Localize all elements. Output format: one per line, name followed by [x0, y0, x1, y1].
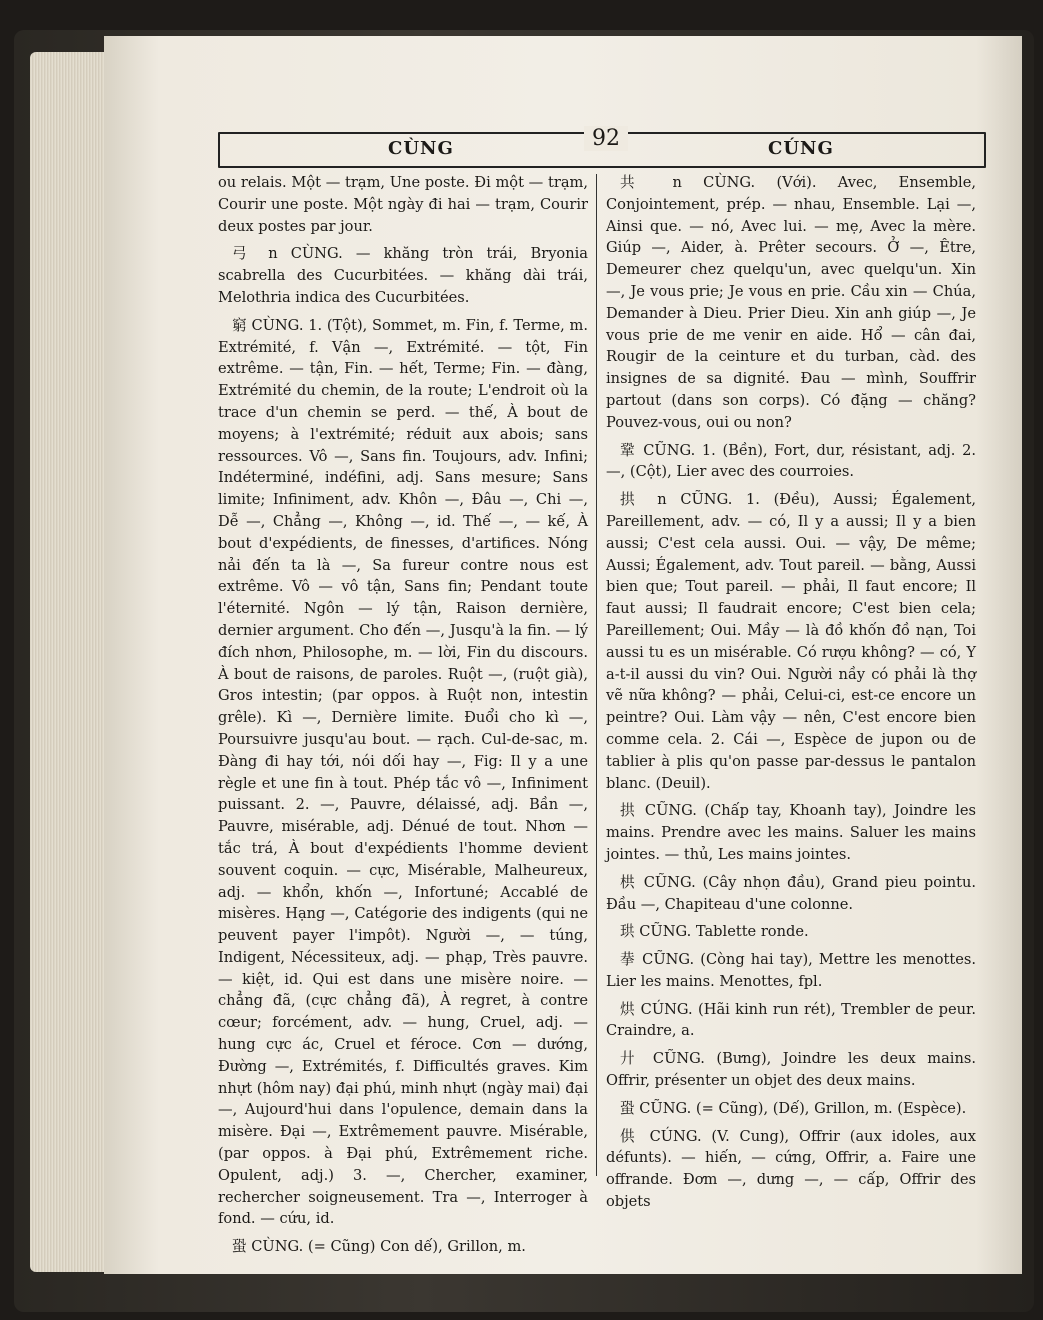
- header-left-word: CÙNG: [388, 138, 454, 159]
- column-divider: [596, 174, 597, 1176]
- dictionary-entry: 鞏 CŨNG. 1. (Bền), Fort, dur, résistant, adj. 2. —, (Cột), Lier avec des courroies.: [606, 441, 976, 481]
- header-right-word: CÚNG: [768, 138, 834, 159]
- dictionary-entry: 栱 CŨNG. (Cây nhọn đầu), Grand pieu pointu. Đầu —, Chapiteau d'une colonne.: [606, 873, 976, 913]
- left-column: [218, 172, 588, 1264]
- page-number: 92: [584, 126, 628, 151]
- dictionary-entry: ou relais. Một — trạm, Une poste. Đi một — trạm, Courir une poste. Một ngày đi hai — trạm, Courir deux postes par jour.: [218, 174, 588, 235]
- dictionary-entry: 供 CÚNG. (V. Cung), Offrir (aux idoles, aux défunts). — hiến, — cứng, Offrir, a. Faire une offrande. Đơm —, dưng —, — cấp, Offrir des objets: [606, 1127, 976, 1211]
- dictionary-entry: 拲 CŨNG. (Còng hai tay), Mettre les menottes. Lier les mains. Menottes, fpl.: [606, 951, 976, 990]
- dictionary-entry: 共 n CÙNG. (Với). Avec, Ensemble, Conjointement, prép. — nhau, Ensemble. Lại —, Ainsi que. — nó, Avec lui. — mẹ, Avec la mère. Giúp —, Aider, à. Prêter secours. Ở —, Être, Demeurer chez quelqu'un, avec quelqu'un. Xin —, Je vous prie; Je vous en prie. Cầu xin — Chúa, Demander à Dieu. Prier Dieu. Xin anh giúp —, Je vous prie de me venir en aide. Hổ — cân đai, Rougir de la ceinture et du turban, càd. des insignes de sa dignité. Đau — mình, Souffrir partout (dans son corps). Có đặng — chăng? Pouvez-vous, oui ou non?: [606, 174, 976, 431]
- dictionary-entry: 蛩 CŨNG. (= Cũng), (Dế), Grillon, m. (Espèce).: [620, 1099, 967, 1117]
- dictionary-entry: 窮 CÙNG. 1. (Tột), Sommet, m. Fin, f. Terme, m. Extrémité, f. Vận —, Extrémité. — tột, Fin extrême. — tận, Fin. — hết, Terme; Fin. — đàng, Extrémité du chemin, de la route; L'endroit où la trace d'un chemin se perd. — thế, À bout de moyens; à l'extrémité; réduit aux abois; sans ressources. Vô —, Sans fin. Toujours, adv. Infini; Indéterminé, indéfini, adj. Sans mesure; Sans limite; Infiniment, adv. Khôn —, Đâu —, Chi —, Dễ —, Chẳng —, Không —, id. Thế —, — kế, À bout d'expédients, de finesses, d'artifices. Nóng nải đến ta là —, Sa fureur contre nous est extrême. Vô — vô tận, Sans fin; Pendant toute l'éternité. Ngôn — lý tận, Raison dernière, dernier argument. Cho đến —, Jusqu'à la fin. — lý đích nhơn, Philosophe, m. — lời, Fin du discours. À bout de raisons, de paroles. Ruột —, (ruột già), Gros intestin; (par oppos. à Ruột non, intestin grêle). Kì —, Dernière limite. Đuổi cho kì —, Poursuivre jusqu'au bout. — rạch. Cul-de-sac, m. Đàng đi hay tới, nói dối hay —, Fig: Il y a une règle et une fin à tout. Phép tắc vô —, Infiniment puissant. 2. —, Pauvre, délaissé, adj. Bần —, Pauvre, misérable, adj. Dénué de tout. Nhơn — tắc trá, À bout d'expédients l'homme devient souvent coquin. — cực, Misérable, Malheureux, adj. — khổn, khốn —, Infortuné; Accablé de misères. Hạng —, Catégorie des indigents (qui ne peuvent payer l'impôt). Người —, — túng, Indigent, Nécessiteux, adj. — phạp, Très pauvre. — kiệt, id. Qui est dans une misère noire. — chẳng đã, (cực chẳng đã), À regret, à contre cœur; forcément, adv. — hung, Cruel, adj. — hung cực ác, Cruel et féroce. Cơn — dướng, Đường —, Extrémités, f. Difficultés graves. Kim nhựt (hôm nay) đại phú, minh nhựt (ngày mai) đại —, Aujourd'hui dans l'opulence, demain dans la misère. Đại —, Extrêmement pauvre. Misérable, (par oppos. à Đại phú, Extrêmement riche. Opulent, adj.) 3. —, Chercher, examiner, rechercher soigneusement. Tra —, Interroger à fond. — cứu, id.: [218, 316, 588, 1228]
- dictionary-entry: 拱 CŨNG. (Chấp tay, Khoanh tay), Joindre les mains. Prendre avec les mains. Saluer les mains jointes. — thủ, Les mains jointes.: [606, 802, 976, 863]
- dictionary-entry: 弓 n CÙNG. — khăng tròn trái, Bryonia scabrella des Cucurbitées. — khăng dài trái, Melothria indica des Cucurbitées.: [218, 245, 588, 306]
- dictionary-entry: 拱 n CŨNG. 1. (Đều), Aussi; Également, Pareillement, adv. — có, Il y a aussi; Il y a bien aussi; C'est cela aussi. Oui. — vậy, De même; Aussi; Également, adv. Tout pareil. — bằng, Aussi bien que; Tout pareil. — phải, Il faut encore; Il faut aussi; Il faudrait encore; C'est bien cela; Pareillement; Oui. Mầy — là đồ khốn đồ nạn, Toi aussi tu es un misérable. Có rượu không? — có, Y a-t-il aussi du vin? Oui. Người nầy có phải là thợ vẽ nữa không? — phải, Celui-ci, est-ce encore un peintre? Oui. Làm vậy — nên, C'est encore bien comme cela. 2. Cái —, Espèce de jupon ou de tablier à plis qu'on passe par-dessus le pantalon blanc. (Deuil).: [606, 491, 976, 792]
- dictionary-entry: 烘 CÚNG. (Hãi kinh run rét), Trembler de peur. Craindre, a.: [606, 1000, 976, 1040]
- dictionary-entry: 珙 CŨNG. Tablette ronde.: [620, 923, 809, 941]
- dictionary-entry: 蛩 CÙNG. (= Cũng) Con dế), Grillon, m.: [232, 1238, 526, 1256]
- right-column: [606, 172, 976, 1219]
- book-page: [104, 36, 1022, 1274]
- page-header: [218, 126, 986, 168]
- dictionary-entry: 廾 CŨNG. (Bưng), Joindre les deux mains. Offrir, présenter un objet des deux mains.: [606, 1050, 976, 1090]
